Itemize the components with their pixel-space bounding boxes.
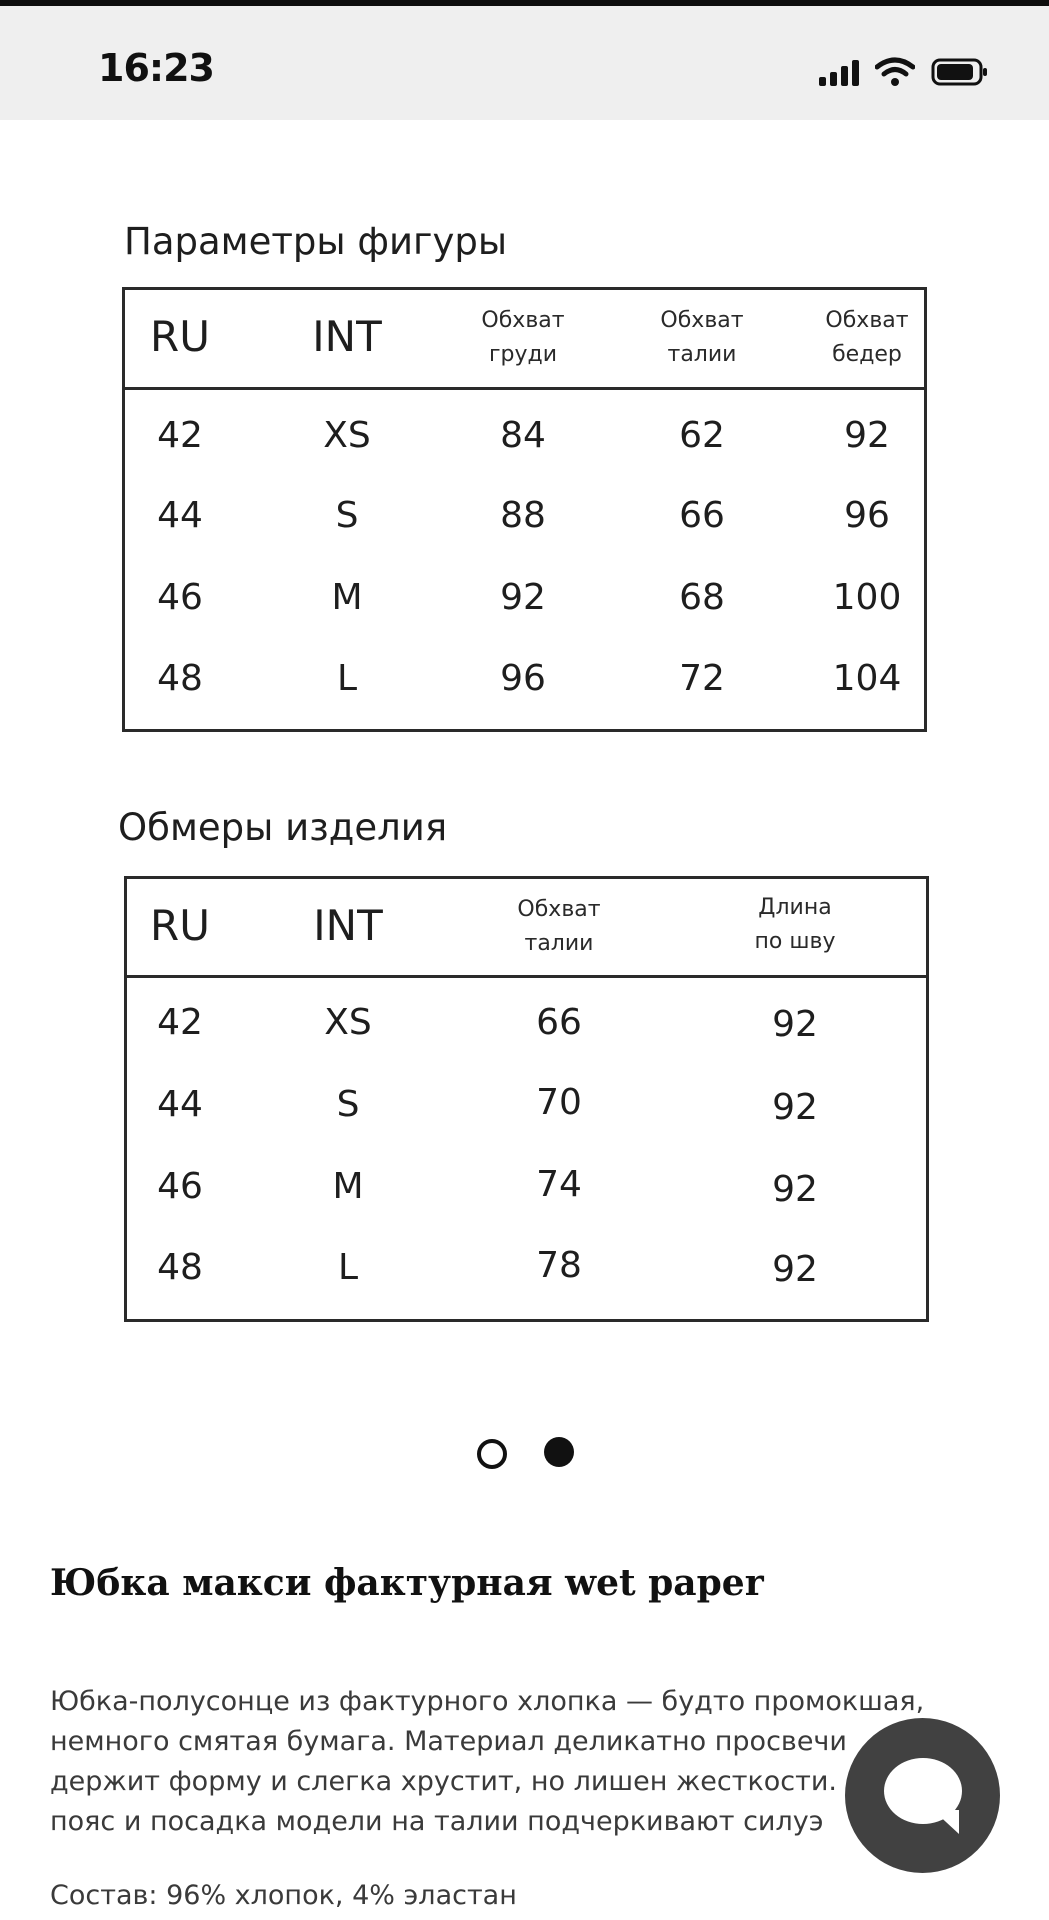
table-header	[127, 879, 926, 978]
cell-int: S	[335, 495, 359, 536]
cell-hips: 100	[832, 577, 902, 618]
chat-button[interactable]	[845, 1718, 1000, 1873]
wifi-icon	[875, 57, 915, 87]
cell-int: XS	[323, 415, 371, 456]
cell-waist: 66	[679, 495, 725, 536]
cell-ru: 42	[157, 1002, 203, 1043]
cell-int: S	[336, 1084, 360, 1125]
cell-waist: 74	[536, 1164, 582, 1205]
carousel-dot-1[interactable]	[477, 1439, 507, 1469]
header-ru: RU	[150, 901, 210, 950]
chat-bubble-tail	[933, 1810, 959, 1834]
cell-waist: 78	[536, 1245, 582, 1286]
cell-waist: 62	[679, 415, 725, 456]
description-line: немного смятая бумага. Материал деликатно просвечи	[50, 1726, 847, 1757]
status-bar	[0, 0, 1049, 120]
status-time: 16:23	[98, 46, 214, 90]
cell-int: L	[337, 1247, 359, 1288]
cell-length: 92	[772, 1087, 818, 1128]
cell-int: XS	[324, 1002, 372, 1043]
cell-length: 92	[772, 1004, 818, 1045]
cell-bust: 88	[500, 495, 546, 536]
cell-ru: 46	[157, 577, 203, 618]
cell-ru: 48	[157, 1247, 203, 1288]
cell-int: M	[332, 1166, 364, 1207]
cell-ru: 42	[157, 415, 203, 456]
table-header	[125, 290, 924, 390]
cell-ru: 48	[157, 658, 203, 699]
product-composition: Состав: 96% хлопок, 4% эластан	[50, 1880, 517, 1911]
cell-waist: 68	[679, 577, 725, 618]
header-ru: RU	[150, 312, 210, 361]
cell-waist: 70	[536, 1082, 582, 1123]
cell-hips: 104	[832, 658, 902, 699]
header-length: Длина по шву	[754, 895, 836, 954]
cell-waist: 66	[536, 1002, 582, 1043]
description-line: пояс и посадка модели на талии подчеркивают силуэ	[50, 1806, 824, 1837]
cell-length: 92	[772, 1169, 818, 1210]
description-line: держит форму и слегка хрустит, но лишен жесткости.	[50, 1766, 837, 1797]
header-waist: Обхват талии	[517, 897, 601, 956]
cell-int: L	[336, 658, 358, 699]
header-bust: Обхват груди	[481, 308, 565, 367]
cell-ru: 44	[157, 1084, 203, 1125]
cell-bust: 96	[500, 658, 546, 699]
cell-hips: 92	[844, 415, 890, 456]
cell-int: M	[331, 577, 363, 618]
cell-ru: 46	[157, 1166, 203, 1207]
cell-ru: 44	[157, 495, 203, 536]
header-int: INT	[313, 901, 383, 950]
header-waist: Обхват талии	[660, 308, 744, 367]
status-icons	[819, 54, 989, 90]
carousel-pagination	[0, 1435, 1049, 1475]
description-line: Юбка-полусонце из фактурного хлопка — будто промокшая,	[50, 1686, 925, 1717]
cell-hips: 96	[844, 495, 890, 536]
carousel-dot-2-active[interactable]	[544, 1437, 574, 1467]
body-params-title: Параметры фигуры	[124, 220, 508, 263]
body-params-table	[122, 287, 927, 732]
cell-length: 92	[772, 1249, 818, 1290]
cellular-signal-icon	[819, 58, 859, 86]
header-int: INT	[312, 312, 382, 361]
cell-bust: 92	[500, 577, 546, 618]
garment-measurements-table	[124, 876, 929, 1322]
cell-bust: 84	[500, 415, 546, 456]
battery-icon	[931, 57, 989, 87]
product-title: Юбка макси фактурная wet paper	[50, 1562, 764, 1604]
cell-waist: 72	[679, 658, 725, 699]
product-description	[50, 1682, 950, 1842]
header-hips: Обхват бедер	[825, 308, 909, 367]
garment-measurements-title: Обмеры изделия	[118, 806, 448, 849]
